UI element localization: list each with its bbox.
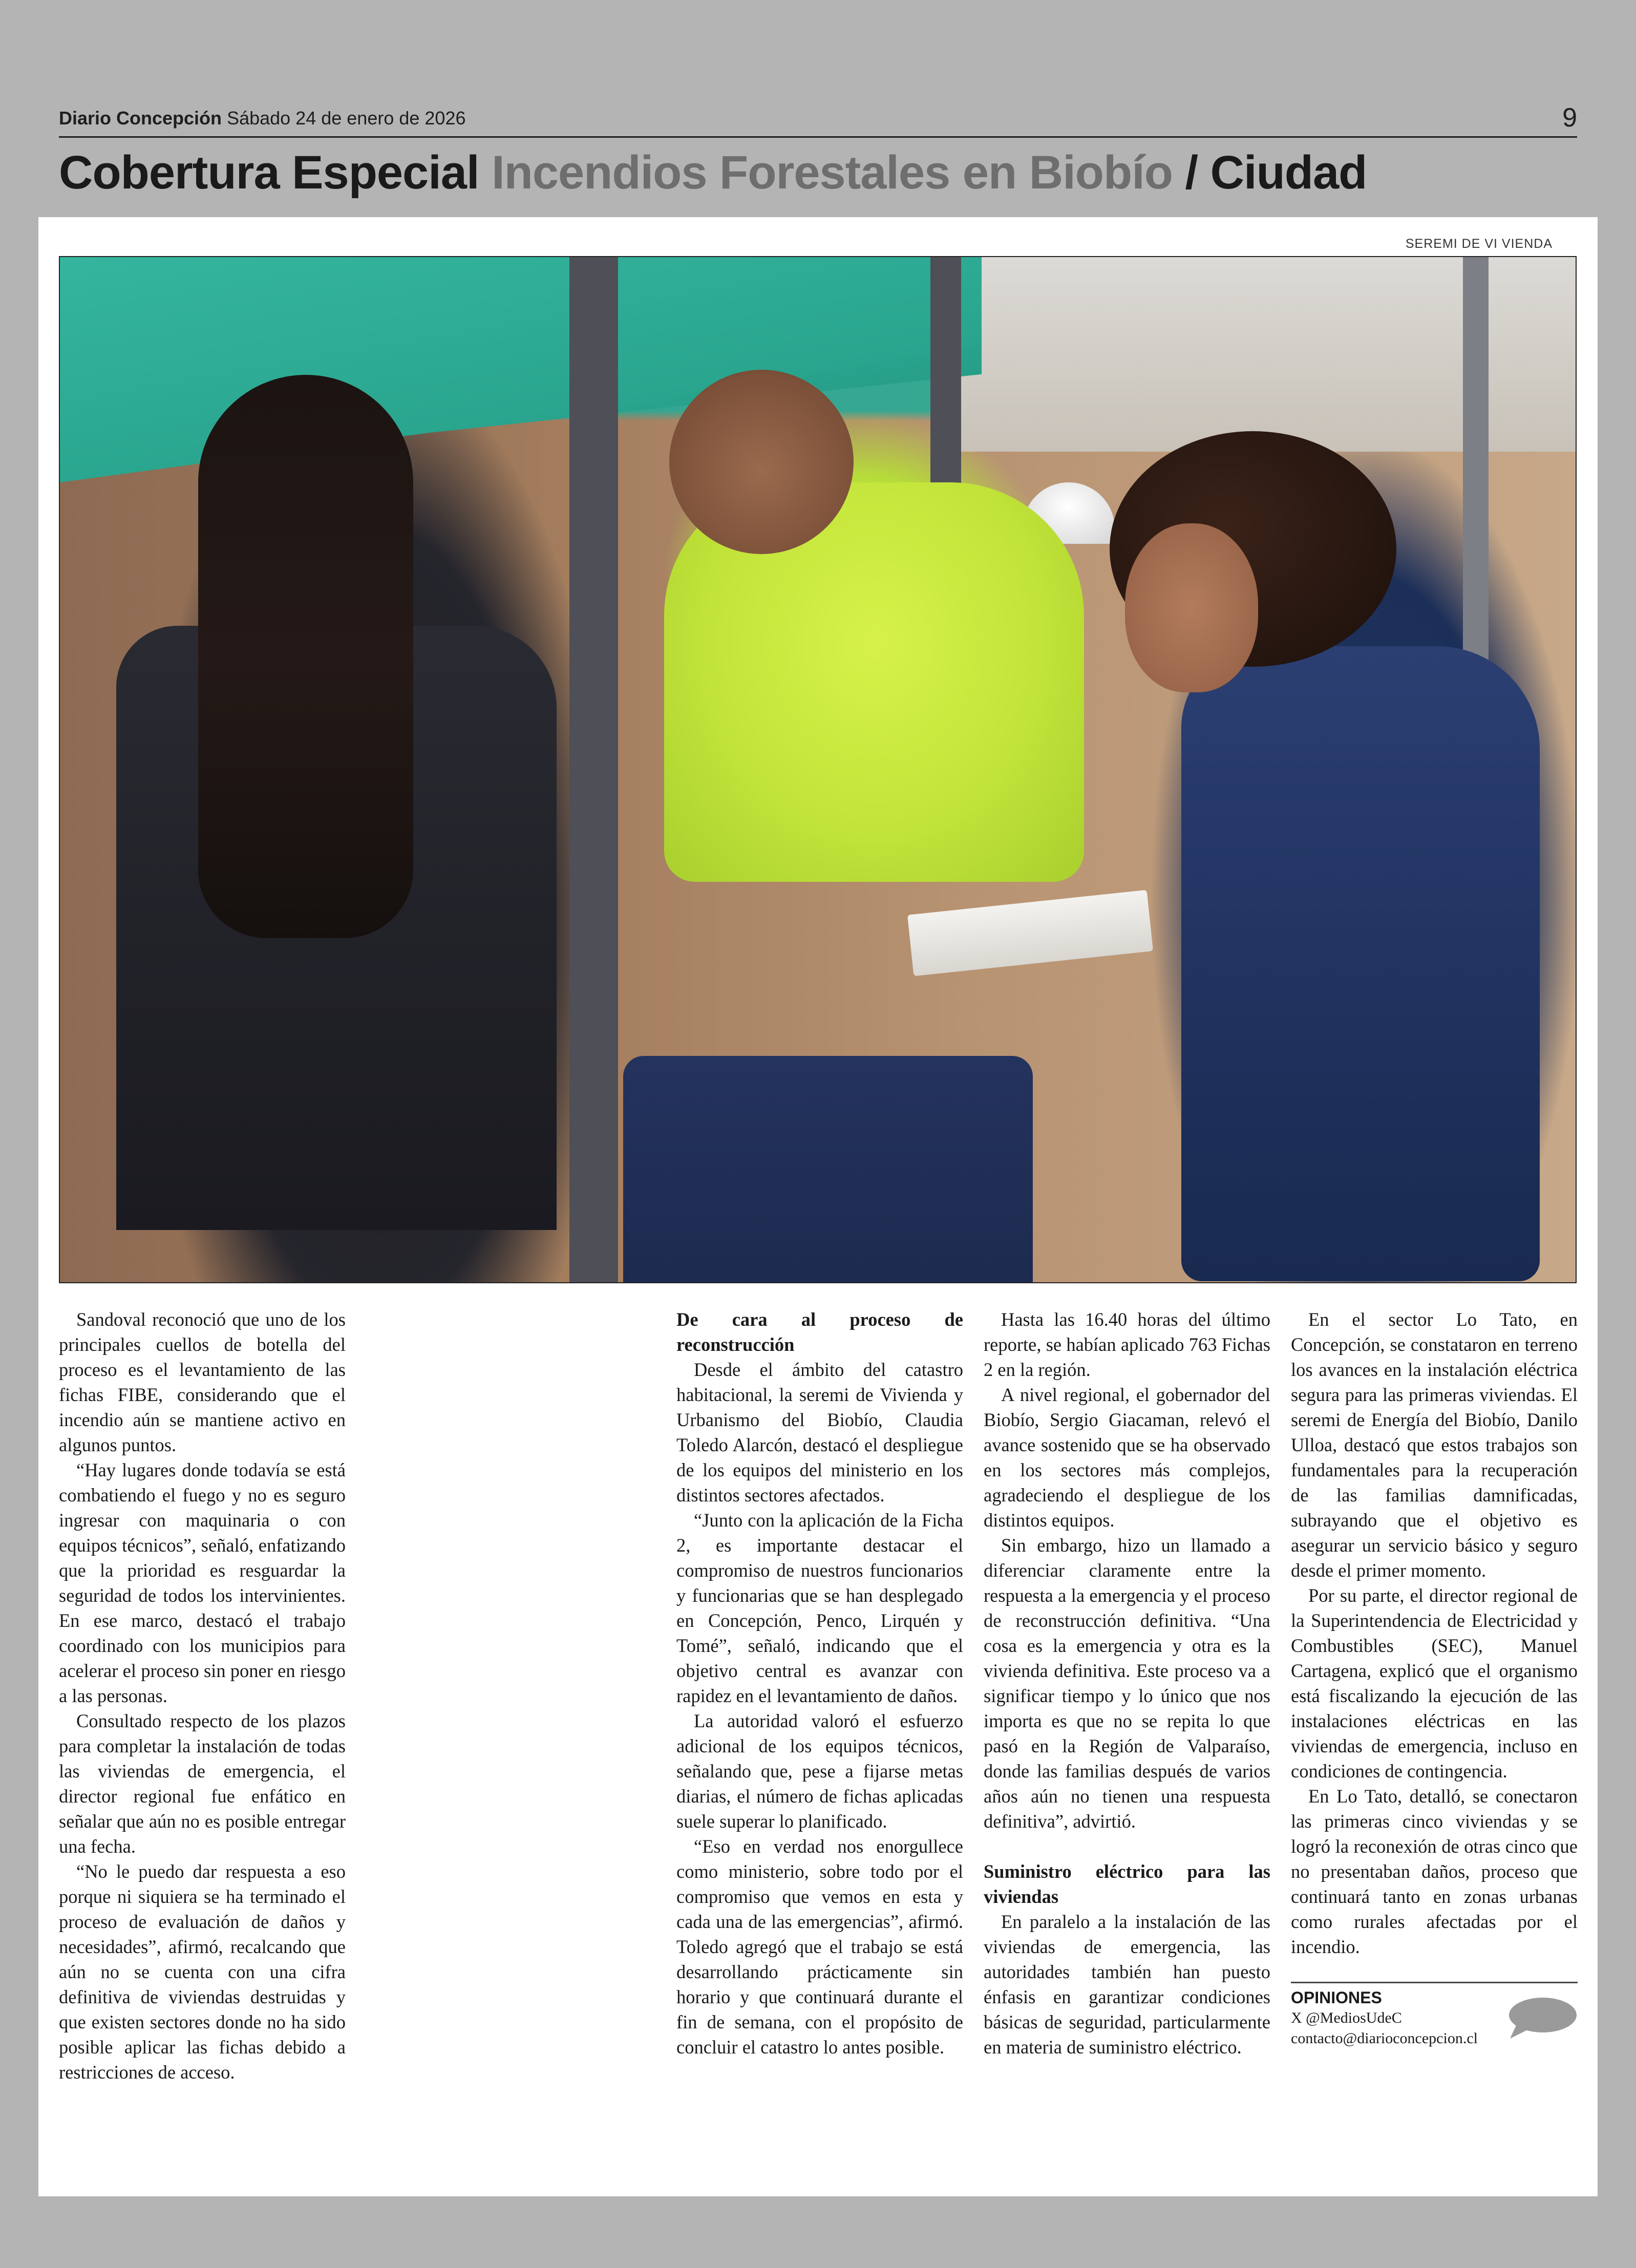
article-column-4 bbox=[1291, 1307, 1578, 2049]
masthead bbox=[59, 108, 465, 129]
section-title-city: / Ciudad bbox=[1185, 146, 1367, 199]
article-sheet bbox=[38, 217, 1598, 2196]
photo-credit: SEREMI DE VI VIENDA bbox=[1405, 237, 1553, 251]
paragraph: La autoridad valoró el esfuerzo adicional de los equipos técnicos, señalando que, pese a fijarse metas diarias, el número de fichas aplicadas suele superar lo planificado. bbox=[676, 1710, 963, 1832]
page-header bbox=[59, 102, 1577, 137]
photo-person-right-face bbox=[1125, 523, 1258, 692]
opinions-box bbox=[1291, 1982, 1578, 2049]
paragraph: Por su parte, el director regional de la Superintendencia de Electricidad y Combustibles (SEC), Manuel Cartagena, explicó que el organismo está fiscalizando la ejecución de las instalaciones eléctricas en las viviendas de emergencia, incluso en condiciones de contingencia. bbox=[1291, 1585, 1578, 1782]
opinions-social-link[interactable]: X @MediosUdeC bbox=[1291, 2009, 1402, 2026]
article-column-2 bbox=[676, 1307, 963, 2060]
opinions-title: OPINIONES bbox=[1291, 1988, 1382, 2007]
paragraph: Desde el ámbito del catastro habitacional, la seremi de Vivienda y Urbanismo del Biobío, Claudia Toledo Alarcón, destacó el despliegue de los equipos del ministerio en los distintos sectores afectados. bbox=[676, 1359, 963, 1506]
speech-bubble-icon bbox=[1506, 1996, 1578, 2040]
paragraph: “Junto con la aplicación de la Ficha 2, es importante destacar el compromiso de nuestros funcionarios y funcionarias que se han desplegado en Concepción, Penco, Lirquén y Tomé”, señaló, indicando que el objetivo central es avanzar con rapidez en el levantamiento de daños. bbox=[676, 1510, 963, 1706]
photo-person-center-pants bbox=[623, 1056, 1033, 1283]
photo-person-left-hair bbox=[198, 375, 413, 938]
paragraph: A nivel regional, el gobernador del Biobío, Sergio Giacaman, relevó el avance sostenido que se ha observado en los sectores más complejos, agradeciendo el despliegue de los distintos equipos. bbox=[984, 1384, 1270, 1531]
paragraph: En Lo Tato, detalló, se conectaron las primeras cinco viviendas y se logró la reconexión de otras cinco que no presentaban daños, proceso que continuará tanto en zonas urbanas como rurales afectadas por el incendio. bbox=[1291, 1786, 1578, 1957]
article-column-3 bbox=[984, 1307, 1270, 2060]
paragraph: Hasta las 16.40 horas del último reporte, se habían aplicado 763 Fichas 2 en la región. bbox=[984, 1309, 1270, 1380]
opinions-email-link[interactable]: contacto@diarioconcepcion.cl bbox=[1291, 2030, 1478, 2047]
photo-pole bbox=[569, 257, 618, 1283]
section-title-topic: Incendios Forestales en Biobío bbox=[492, 146, 1173, 199]
paragraph: “Eso en verdad nos enorgullece como ministerio, sobre todo por el compromiso que vemos en esta y cada una de las emergencias”, afirmó. Toledo agregó que el trabajo se está desarrollando prácticamente sin horario y que continuará durante el fin de semana, con el propósito de concluir el catastro lo antes posible. bbox=[676, 1836, 963, 2058]
photo-person-right bbox=[1181, 646, 1540, 1281]
page-number: 9 bbox=[1562, 103, 1577, 133]
section-title-main: Cobertura Especial bbox=[59, 146, 479, 199]
paragraph: Consultado respecto de los plazos para completar la instalación de todas las viviendas de emergencia, el director regional fue enfático en señalar que aún no es posible entregar una fecha. bbox=[59, 1710, 346, 1857]
paragraph: “Hay lugares donde todavía se está combatiendo el fuego y no es seguro ingresar con maquinaria o con equipos técnicos”, señaló, enfatizando que la prioridad es resguardar la seguridad de todos los intervinientes. En ese marco, destacó el trabajo coordinado con los municipios para acelerar el proceso sin poner en riesgo a las personas. bbox=[59, 1459, 346, 1706]
publication-date: Sábado 24 de enero de 2026 bbox=[227, 108, 466, 129]
article-photo bbox=[59, 256, 1577, 1283]
paragraph: Sin embargo, hizo un llamado a diferenciar claramente entre la respuesta a la emergencia y el proceso de reconstrucción definitiva. “Una cosa es la emergencia y otra es la vivienda definitiva. Este proceso va a significar tiempo y lo único que nos importa es que no se repita lo que pasó en la Región de Valparaíso, donde las familias después de varios años aún no tienen una respuesta definitiva”, advirtió. bbox=[984, 1535, 1270, 1832]
paragraph: En el sector Lo Tato, en Concepción, se constataron en terreno los avances en la instalación eléctrica segura para las primeras viviendas. El seremi de Energía del Biobío, Danilo Ulloa, destacó que estos trabajos son fundamentales para la recuperación de las familias damnificadas, subrayando que el objetivo es asegurar un servicio básico y seguro desde el primer momento. bbox=[1291, 1309, 1578, 1581]
section-title bbox=[59, 144, 1367, 201]
paragraph: En paralelo a la instalación de las viviendas de emergencia, las autoridades también han puesto énfasis en garantizar condiciones básicas de seguridad, particularmente en materia de suministro eléctrico. bbox=[984, 1911, 1270, 2058]
article-body bbox=[59, 1307, 1577, 2188]
publication-name: Diario Concepción bbox=[59, 108, 222, 129]
header-rule bbox=[59, 136, 1577, 138]
photo-person-center-head bbox=[669, 370, 854, 554]
subheading: Suministro eléctrico para las viviendas bbox=[984, 1861, 1270, 1907]
paragraph: “No le puedo dar respuesta a eso porque ni siquiera se ha terminado el proceso de evaluación de daños y necesidades”, afirmó, recalcando que aún no se cuenta con una cifra definitiva de viviendas destruidas y que existen sectores donde no ha sido posible aplicar las fichas debido a restricciones de acceso. bbox=[59, 1861, 346, 2083]
subheading: De cara al proceso de reconstrucción bbox=[676, 1309, 963, 1355]
photo-clipboard bbox=[907, 890, 1153, 976]
paragraph: Sandoval reconoció que uno de los principales cuellos de botella del proceso es el levantamiento de las fichas FIBE, considerando que el incendio aún se mantiene activo en algunos puntos. bbox=[59, 1309, 346, 1455]
article-column-1 bbox=[59, 1307, 346, 2085]
